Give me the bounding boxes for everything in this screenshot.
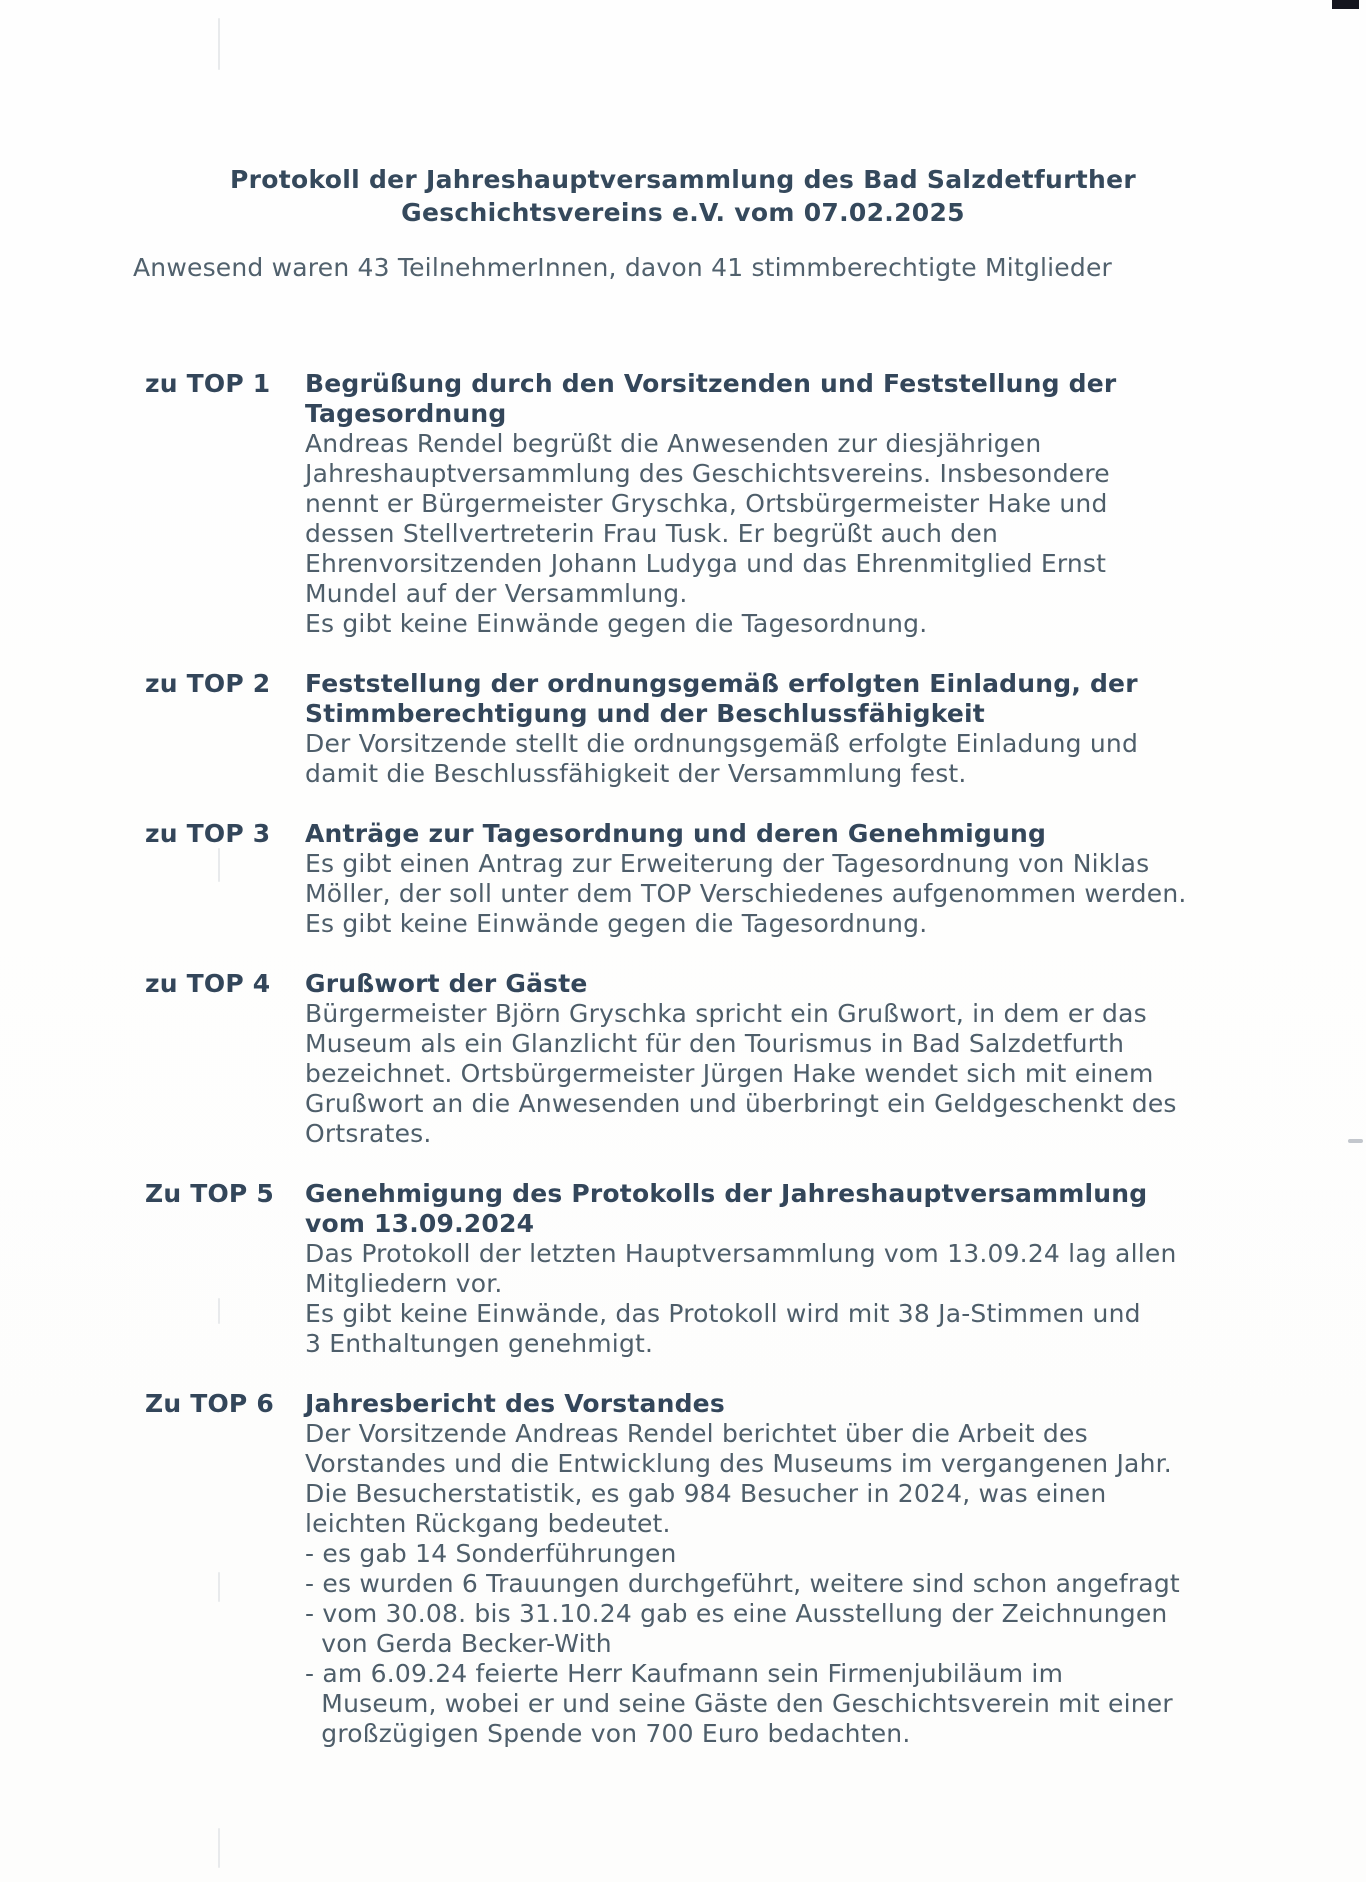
agenda-body-line: Der Vorsitzende stellt die ordnungsgemäß erfolgte Einladung und bbox=[305, 729, 1139, 758]
agenda-body-line: Mundel auf der Versammlung. bbox=[305, 579, 688, 608]
agenda-body-line: dessen Stellvertreterin Frau Tusk. Er begrüßt auch den bbox=[305, 519, 999, 548]
agenda-heading bbox=[305, 1389, 1205, 1419]
agenda-label: zu TOP 2 bbox=[145, 669, 271, 698]
agenda-body bbox=[305, 1239, 1205, 1359]
agenda-content bbox=[305, 369, 1205, 639]
agenda-body-line: Es gibt keine Einwände gegen die Tagesordnung. bbox=[305, 609, 928, 638]
agenda-body-line: Ortsrates. bbox=[305, 1119, 432, 1148]
agenda-content bbox=[305, 819, 1205, 939]
agenda-body-line: Möller, der soll unter dem TOP Verschiedenes aufgenommen werden. bbox=[305, 879, 1187, 908]
agenda-body-line: Museum als ein Glanzlicht für den Tourismus in Bad Salzdetfurth bbox=[305, 1029, 1125, 1058]
agenda-body-line: - es gab 14 Sonderführungen bbox=[305, 1539, 677, 1568]
agenda-body-line: Ehrenvorsitzenden Johann Ludyga und das Ehrenmitglied Ernst bbox=[305, 549, 1107, 578]
agenda-body-line: Andreas Rendel begrüßt die Anwesenden zur diesjährigen bbox=[305, 429, 1042, 458]
agenda-body-line: großzügigen Spende von 700 Euro bedachten. bbox=[305, 1719, 911, 1748]
agenda-heading-line: Genehmigung des Protokolls der Jahreshauptversammlung bbox=[305, 1179, 1148, 1208]
agenda-body-line: Die Besucherstatistik, es gab 984 Besucher in 2024, was einen bbox=[305, 1479, 1107, 1508]
agenda-body-line: - vom 30.08. bis 31.10.24 gab es eine Ausstellung der Zeichnungen bbox=[305, 1599, 1168, 1628]
sections bbox=[0, 369, 1366, 1749]
agenda-body-line: Es gibt keine Einwände gegen die Tagesordnung. bbox=[305, 909, 928, 938]
agenda-body bbox=[305, 429, 1205, 639]
agenda-body bbox=[305, 729, 1205, 789]
agenda-body-line: Es gibt einen Antrag zur Erweiterung der Tagesordnung von Niklas bbox=[305, 849, 1150, 878]
agenda-label: Zu TOP 5 bbox=[145, 1179, 274, 1208]
scan-fold-artifact bbox=[218, 1828, 220, 1868]
agenda-heading bbox=[305, 669, 1205, 729]
agenda-heading bbox=[305, 1179, 1205, 1239]
page-title bbox=[140, 163, 1226, 229]
agenda-heading-line: Begrüßung durch den Vorsitzenden und Feststellung der bbox=[305, 369, 1117, 398]
agenda-content bbox=[305, 969, 1205, 1149]
agenda-body-line: - am 6.09.24 feierte Herr Kaufmann sein Firmenjubiläum im bbox=[305, 1659, 1064, 1688]
attendance-line: Anwesend waren 43 TeilnehmerInnen, davon 41 stimmberechtigte Mitglieder bbox=[133, 253, 1113, 282]
agenda-body-line: von Gerda Becker-With bbox=[305, 1629, 612, 1658]
agenda-label: zu TOP 3 bbox=[145, 819, 271, 848]
agenda-heading-line: Grußwort der Gäste bbox=[305, 969, 588, 998]
agenda-body-line: Bürgermeister Björn Gryschka spricht ein Grußwort, in dem er das bbox=[305, 999, 1147, 1028]
agenda-body-line: Grußwort an die Anwesenden und überbringt ein Geldgeschenkt des bbox=[305, 1089, 1177, 1118]
agenda-heading bbox=[305, 819, 1205, 849]
agenda-body-line: Es gibt keine Einwände, das Protokoll wird mit 38 Ja-Stimmen und bbox=[305, 1299, 1141, 1328]
agenda-body-line: leichten Rückgang bedeutet. bbox=[305, 1509, 671, 1538]
agenda-section-top-3 bbox=[145, 819, 1366, 939]
agenda-body-line: Das Protokoll der letzten Hauptversammlung vom 13.09.24 lag allen bbox=[305, 1239, 1177, 1268]
agenda-section-top-6 bbox=[145, 1389, 1366, 1749]
agenda-label: zu TOP 1 bbox=[145, 369, 271, 398]
agenda-body-line: - es wurden 6 Trauungen durchgeführt, weitere sind schon angefragt bbox=[305, 1569, 1180, 1598]
agenda-heading-line: Feststellung der ordnungsgemäß erfolgten Einladung, der bbox=[305, 669, 1138, 698]
agenda-body bbox=[305, 999, 1205, 1149]
agenda-section-top-2 bbox=[145, 669, 1366, 789]
agenda-body-line: Mitgliedern vor. bbox=[305, 1269, 503, 1298]
agenda-content bbox=[305, 1179, 1205, 1359]
agenda-heading bbox=[305, 969, 1205, 999]
agenda-heading-line: Stimmberechtigung und der Beschlussfähigkeit bbox=[305, 699, 985, 728]
agenda-heading bbox=[305, 369, 1205, 429]
agenda-heading-line: vom 13.09.2024 bbox=[305, 1209, 535, 1238]
agenda-body-line: bezeichnet. Ortsbürgermeister Jürgen Hake wendet sich mit einem bbox=[305, 1059, 1154, 1088]
agenda-heading-line: Tagesordnung bbox=[305, 399, 507, 428]
agenda-section-top-4 bbox=[145, 969, 1366, 1149]
agenda-body-line: Der Vorsitzende Andreas Rendel berichtet über die Arbeit des bbox=[305, 1419, 1088, 1448]
agenda-body-line: nennt er Bürgermeister Gryschka, Ortsbürgermeister Hake und bbox=[305, 489, 1108, 518]
agenda-content bbox=[305, 1389, 1205, 1749]
agenda-label: zu TOP 4 bbox=[145, 969, 271, 998]
agenda-label: Zu TOP 6 bbox=[145, 1389, 274, 1418]
agenda-body-line: Vorstandes und die Entwicklung des Museums im vergangenen Jahr. bbox=[305, 1449, 1172, 1478]
agenda-body-line: 3 Enthaltungen genehmigt. bbox=[305, 1329, 654, 1358]
agenda-body-line: Jahreshauptversammlung des Geschichtsvereins. Insbesondere bbox=[305, 459, 1110, 488]
page-title-line-1: Protokoll der Jahreshauptversammlung des Bad Salzdetfurther bbox=[230, 165, 1136, 194]
agenda-body-line: Museum, wobei er und seine Gäste den Geschichtsverein mit einer bbox=[305, 1689, 1173, 1718]
agenda-section-top-5 bbox=[145, 1179, 1366, 1359]
agenda-section-top-1 bbox=[145, 369, 1366, 639]
page-title-line-2: Geschichtsvereins e.V. vom 07.02.2025 bbox=[401, 198, 965, 227]
agenda-body bbox=[305, 1419, 1205, 1749]
agenda-heading-line: Jahresbericht des Vorstandes bbox=[305, 1389, 725, 1418]
agenda-heading-line: Anträge zur Tagesordnung und deren Genehmigung bbox=[305, 819, 1047, 848]
agenda-body-line: damit die Beschlussfähigkeit der Versammlung fest. bbox=[305, 759, 967, 788]
agenda-body bbox=[305, 849, 1205, 939]
agenda-content bbox=[305, 669, 1205, 789]
